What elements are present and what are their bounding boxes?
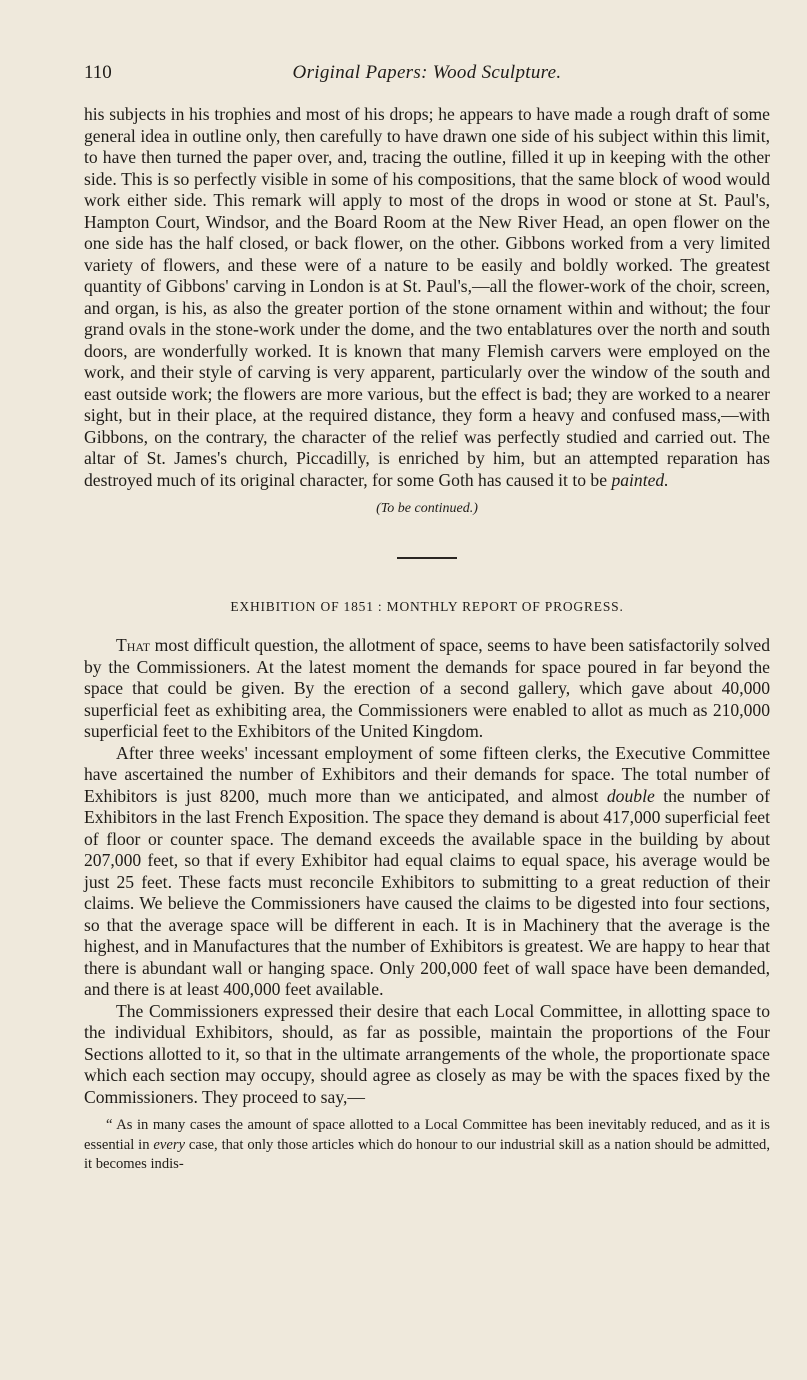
exhibition-paragraph-2 xyxy=(84,743,770,1001)
paragraph-text: the number of Exhibitors in the last French Exposition. The space they demand is about 417,000 superficial feet of floor or counter space. The demand exceeds the available space in the building by about 207,000 feet, so that if every Exhibitor had equal claims to equal space, his average would be just 25 feet. These facts must reconcile Exhibitors to submitting to a great reduction of their claims. We believe the Commissioners have caused the claims to be digested into four sections, so that the average space will be different in each. It is in Machinery that the average is the highest, and in Manufactures that the number of Exhibitors is greatest. We are happy to hear that there is abundant wall or hanging space. Only 200,000 feet of wall space have been demanded, and there is at least 400,000 feet available. xyxy=(84,785,770,999)
emphasis-text: double xyxy=(606,785,655,806)
exhibition-paragraph-3: The Commissioners expressed their desire that each Local Committee, in allotting space to the individual Exhibitors, should, as far as possible, maintain the proportions of the Four Sections allotted to it, so that in the ultimate arrangements of the whole, the proportionate space which each section may occupy, should agree as closely as may be with the spaces fixed by the Commissioners. They proceed to say,— xyxy=(84,1000,770,1107)
exhibition-paragraph-1 xyxy=(84,635,770,743)
section-title: EXHIBITION OF 1851 : MONTHLY REPORT OF PROGRESS. xyxy=(230,599,624,614)
block-quote xyxy=(84,1116,770,1175)
paragraph-text: his subjects in his trophies and most of his drops; he appears to have made a rough draft of some general idea in outline only, then carefully to have drawn one side of his subject within this limit, to have then turned the paper over, and, tracing the outline, filled it up in keeping with the other side. This is so perfectly visible in some of his compositions, that the same block of wood would work either side. This remark will apply to most of the drops in wood or stone at St. Paul's, Hampton Court, Windsor, and the Board Room at the New River Head, an open flower on the one side has the half closed, or back flower, on the other. Gibbons worked from a very limited variety of flowers, and these were of a nature to be easily and boldly worked. The greatest quantity of Gibbons' carving in London is at St. Paul's,—all the flower-work of the choir, screen, and organ, is his, as also the greater portion of the stone ornament within and without; the four grand ovals in the stone-work under the dome, and the two entablatures over the north and south doors, are wonderfully worked. It is known that many Flemish carvers were employed on the work, and their style of carving is very apparent, particularly over the window of the south and east outside work; the flowers are more various, but the effect is bad; they are worked to a nearer sight, but in their place, at the required distance, they form a heavy and confused mass,—with Gibbons, on the contrary, the character of the relief was perfectly studied and carried out. The altar of St. James's church, Piccadilly, is enriched by him, but an attempted reparation has destroyed much of its original character, for some Goth has caused it to be xyxy=(84,104,770,490)
article-paragraph xyxy=(84,104,770,491)
section-divider xyxy=(397,557,457,559)
emphasis-text: painted. xyxy=(611,469,669,490)
lead-word: That xyxy=(116,635,151,655)
quote-text: “ As in many cases the amount of space allotted to a Local Committee has been inevitably reduced, and as it is essential in xyxy=(84,1117,770,1153)
page-header xyxy=(84,62,770,90)
paragraph-text: most difficult question, the allotment of space, seems to have been satisfactorily solved by the Commissioners. At the latest moment the demands for space poured in far beyond the space that could be given. By the erection of a second gallery, which gave about 40,000 superficial feet as exhibiting area, the Commissioners were enabled to allot as much as 210,000 superficial feet to the Exhibitors of the United Kingdom. xyxy=(84,635,770,741)
page-number: 110 xyxy=(84,62,112,83)
quote-text: case, that only those articles which do honour to our industrial skill as a nation should be admitted, it becomes indis- xyxy=(84,1136,770,1172)
continued-note: (To be continued.) xyxy=(376,501,478,516)
running-title: Original Papers: Wood Sculpture. xyxy=(292,62,562,83)
emphasis-text: every xyxy=(153,1136,186,1153)
paragraph-text: After three weeks' incessant employment of some fifteen clerks, the Executive Committee have ascertained the number of Exhibitors and their demands for space. The total number of Exhibitors is just 8200, much more than we anticipated, and almost xyxy=(84,742,770,806)
page-body xyxy=(84,104,770,1175)
